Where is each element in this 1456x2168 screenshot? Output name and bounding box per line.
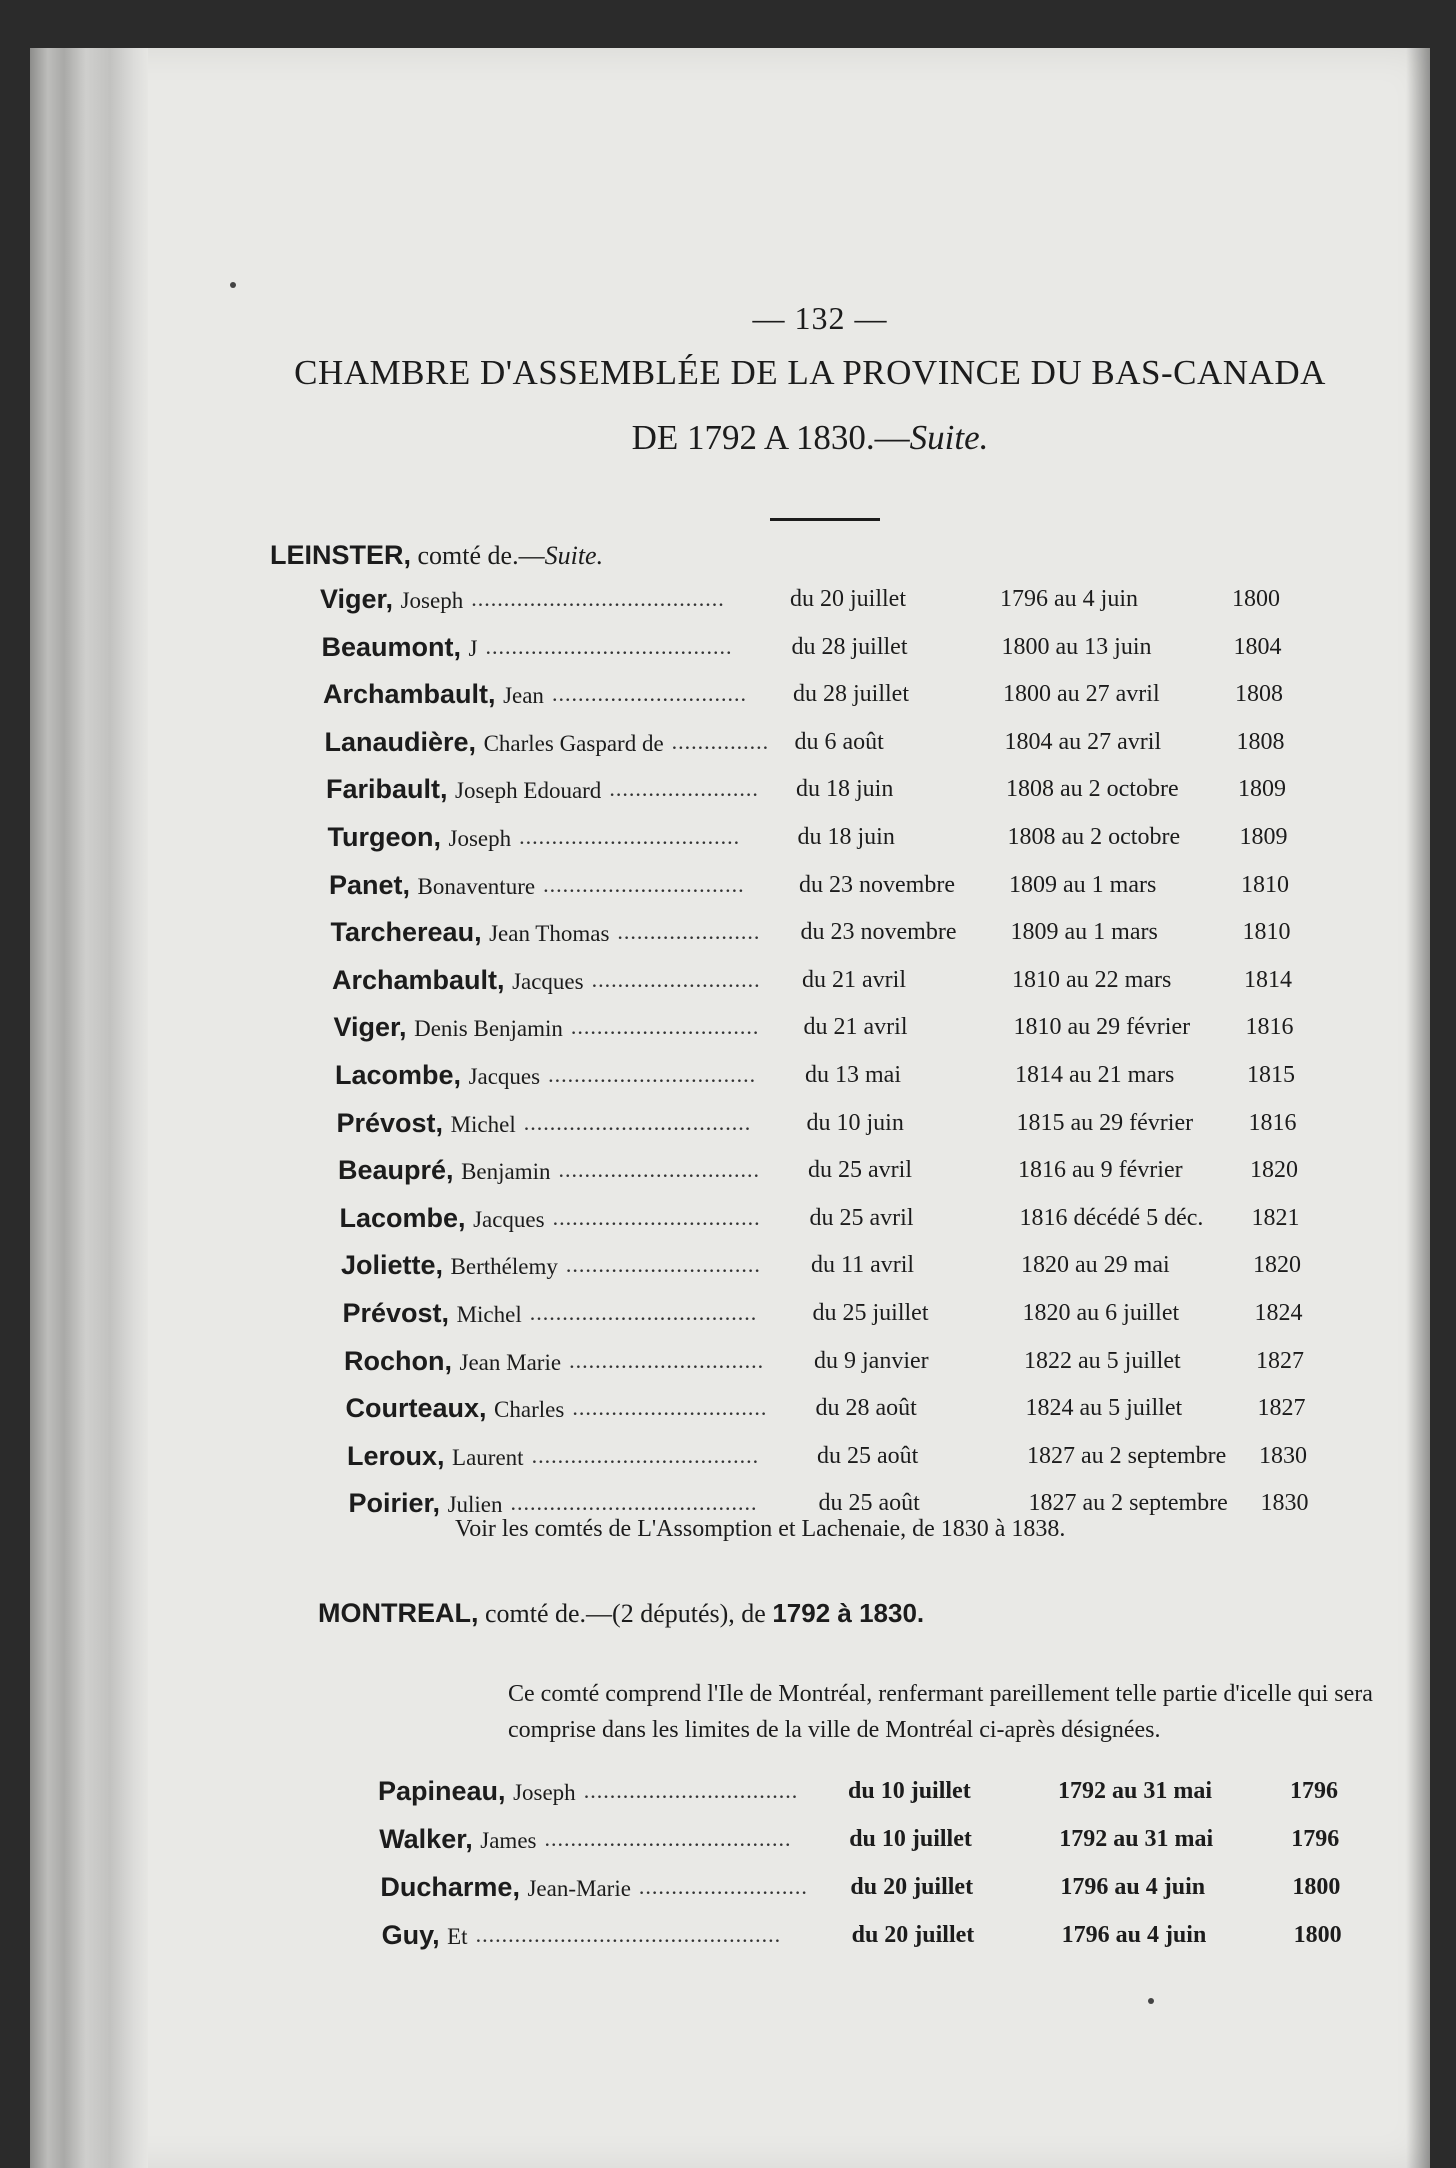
term-end-year: 1820 [1253, 1252, 1301, 1279]
member-surname: Guy, [381, 1920, 440, 1950]
member-given-name: Michel [456, 1302, 522, 1327]
dot-leader: .......................... [591, 966, 761, 992]
member-row [334, 1012, 1334, 1058]
term-span: 1796 au 4 juin [1060, 1874, 1206, 1900]
term-end-year: 1800 [1293, 1922, 1342, 1948]
member-row [380, 1872, 1380, 1918]
member-given-name: Charles Gaspard de [483, 730, 664, 756]
member-surname: Poirier, [348, 1488, 441, 1519]
term-end-year: 1808 [1235, 681, 1283, 708]
dot-leader: ................................. [583, 1778, 799, 1803]
member-row [382, 1920, 1382, 1966]
member-given-name: Jacques [512, 968, 584, 994]
term-span: 1809 au 1 mars [1010, 919, 1158, 946]
member-name [378, 1776, 576, 1807]
dot-leader: ................................... [529, 1300, 758, 1325]
member-name [325, 727, 664, 758]
term-end-year: 1809 [1238, 776, 1286, 803]
member-given-name: Jacques [473, 1206, 545, 1232]
montreal-label: comté de.—(2 députés), de [484, 1599, 773, 1628]
term-start-date: du 25 août [818, 1490, 920, 1517]
term-start-date: du 28 juillet [791, 633, 908, 660]
term-end-year: 1814 [1244, 966, 1292, 993]
member-row [347, 1441, 1347, 1487]
term-span: 1822 au 5 juillet [1024, 1347, 1181, 1374]
term-span: 1796 au 4 juin [1061, 1922, 1207, 1948]
member-surname: Tarchereau, [330, 917, 482, 948]
term-start-date: du 20 juillet [851, 1922, 975, 1948]
term-start-date: du 10 juillet [848, 1778, 971, 1804]
term-start-date: du 25 août [817, 1442, 919, 1469]
print-speck [230, 282, 236, 288]
member-surname: Joliette, [341, 1250, 444, 1281]
dot-leader: ................................... [523, 1109, 752, 1135]
member-row [344, 1346, 1344, 1392]
member-surname: Panet, [329, 869, 411, 900]
dot-leader: .............................. [569, 1347, 765, 1373]
term-start-date: du 11 avril [811, 1252, 915, 1279]
term-start-date: du 21 avril [803, 1014, 908, 1041]
term-span: 1792 au 31 mai [1058, 1778, 1213, 1804]
member-name [332, 965, 584, 996]
member-row [322, 632, 1322, 678]
member-surname: Prévost, [342, 1298, 450, 1328]
term-end-year: 1815 [1247, 1062, 1295, 1088]
member-row [331, 917, 1331, 963]
member-name [337, 1108, 516, 1139]
member-name [347, 1441, 524, 1472]
term-start-date: du 13 mai [805, 1062, 901, 1088]
leinster-label: comté de.— [417, 541, 545, 570]
member-given-name: Jacques [468, 1064, 541, 1089]
term-start-date: du 10 juin [806, 1109, 904, 1136]
member-row [323, 679, 1323, 725]
title-suite: Suite. [909, 418, 989, 457]
member-surname: Rochon, [344, 1345, 452, 1376]
term-span: 1814 au 21 mars [1015, 1062, 1175, 1088]
member-given-name: James [480, 1828, 537, 1853]
member-given-name: Julien [447, 1492, 503, 1518]
montreal-description: Ce comté comprend l'Ile de Montréal, renfermant pareillement telle partie d'icelle qui sera comprise dans les limites de la ville de Montréal ci-après désignées. [508, 1681, 1373, 1743]
page-stack-edge [30, 48, 148, 2168]
dot-leader: ...................................... [510, 1490, 758, 1516]
dot-leader: .............................. [551, 681, 747, 707]
member-given-name: Charles [494, 1397, 565, 1423]
member-surname: Archambault, [332, 964, 505, 995]
member-row [329, 870, 1329, 916]
term-end-year: 1827 [1256, 1347, 1304, 1374]
member-surname: Archambault, [323, 679, 496, 710]
gutter-shadow [1406, 48, 1430, 2168]
term-end-year: 1800 [1292, 1874, 1341, 1900]
member-name [380, 1872, 631, 1903]
member-row [335, 1060, 1335, 1106]
member-surname: Papineau, [378, 1776, 506, 1806]
dot-leader: ................................ [552, 1204, 761, 1230]
member-surname: Lacombe, [339, 1202, 466, 1233]
member-name [349, 1488, 503, 1519]
member-surname: Viger, [320, 584, 394, 614]
member-row [326, 774, 1326, 820]
term-end-year: 1809 [1239, 824, 1288, 850]
member-name [341, 1250, 558, 1281]
member-given-name: Benjamin [461, 1159, 551, 1185]
member-row [332, 965, 1332, 1011]
term-span: 1816 décédé 5 déc. [1019, 1204, 1204, 1231]
member-row [325, 727, 1325, 773]
member-name [320, 584, 463, 615]
member-row [328, 822, 1328, 868]
dot-leader: ................................ [548, 1062, 757, 1087]
dot-leader: ....................... [609, 776, 759, 802]
dot-leader: ............... [671, 728, 770, 754]
term-span: 1809 au 1 mars [1009, 871, 1157, 898]
term-span: 1827 au 2 septembre [1028, 1490, 1228, 1517]
term-end-year: 1796 [1290, 1778, 1338, 1804]
dot-leader: .......................... [638, 1874, 808, 1899]
member-given-name: Joseph [448, 826, 512, 851]
member-surname: Lacombe, [335, 1060, 462, 1090]
print-speck [1148, 1998, 1154, 2004]
member-name [346, 1393, 565, 1424]
term-span: 1827 au 2 septembre [1027, 1442, 1227, 1469]
leinster-heading [270, 540, 603, 571]
member-surname: Ducharme, [380, 1872, 520, 1902]
dot-leader: .............................. [565, 1252, 761, 1278]
member-row [338, 1155, 1338, 1201]
term-end-year: 1810 [1241, 871, 1289, 898]
member-surname: Prévost, [336, 1107, 444, 1138]
term-start-date: du 18 juin [797, 824, 895, 850]
dot-leader: ............................... [543, 871, 745, 897]
montreal-years: 1792 à 1830. [772, 1598, 925, 1628]
member-name [340, 1203, 545, 1234]
term-span: 1810 au 22 mars [1012, 966, 1172, 993]
term-end-year: 1810 [1242, 919, 1291, 946]
member-row [379, 1824, 1379, 1870]
member-given-name: Laurent [452, 1444, 524, 1470]
member-surname: Beaumont, [321, 631, 462, 662]
term-start-date: du 25 juillet [812, 1300, 929, 1326]
term-end-year: 1796 [1291, 1826, 1340, 1852]
dot-leader: ....................................... [471, 586, 725, 611]
term-start-date: du 28 août [815, 1395, 917, 1422]
member-row [378, 1776, 1378, 1822]
term-start-date: du 23 novembre [800, 919, 957, 946]
dot-leader: .............................. [572, 1395, 768, 1421]
member-surname: Leroux, [347, 1440, 445, 1471]
member-given-name: Jean Marie [459, 1349, 562, 1375]
term-span: 1810 au 29 février [1013, 1014, 1191, 1041]
member-surname: Lanaudière, [324, 726, 477, 757]
member-name [335, 1060, 540, 1091]
member-given-name: Jean [503, 683, 544, 709]
term-start-date: du 21 avril [802, 966, 906, 993]
page-number: — 132 — [752, 300, 888, 336]
page-title-line-2 [230, 418, 1390, 458]
leinster-county-name: LEINSTER, [270, 540, 412, 570]
term-span: 1796 au 4 juin [1000, 586, 1138, 612]
term-span: 1808 au 2 octobre [1006, 776, 1179, 803]
member-name [334, 1012, 563, 1043]
book-page [30, 48, 1430, 2168]
member-name [329, 870, 535, 901]
dot-leader: ...................................... [544, 1826, 792, 1851]
term-start-date: du 9 janvier [814, 1347, 929, 1374]
term-span: 1820 au 6 juillet [1022, 1300, 1180, 1326]
term-end-year: 1804 [1233, 633, 1282, 660]
term-span: 1824 au 5 juillet [1025, 1395, 1183, 1422]
term-start-date: du 18 juin [796, 776, 894, 803]
member-name [328, 822, 512, 853]
term-end-year: 1830 [1259, 1442, 1307, 1469]
term-end-year: 1824 [1254, 1300, 1303, 1326]
member-surname: Faribault, [326, 774, 448, 805]
term-start-date: du 20 juillet [790, 586, 906, 612]
term-span: 1792 au 31 mai [1059, 1826, 1214, 1852]
member-given-name: Joseph Edouard [455, 778, 602, 804]
member-name [331, 917, 610, 948]
member-given-name: Jean Thomas [489, 921, 610, 947]
member-given-name: Berthélemy [450, 1254, 558, 1280]
member-name [344, 1346, 561, 1377]
member-given-name: Et [447, 1924, 468, 1949]
page-title-line-1: CHAMBRE D'ASSEMBLÉE DE LA PROVINCE DU BAS-CANADA [294, 353, 1326, 392]
term-start-date: du 20 juillet [850, 1874, 974, 1900]
dot-leader: ...................... [617, 919, 761, 945]
member-name [326, 774, 601, 805]
member-row [343, 1298, 1343, 1344]
dot-leader: .................................. [519, 824, 741, 849]
member-name [382, 1920, 468, 1951]
term-end-year: 1816 [1248, 1109, 1297, 1136]
member-surname: Viger, [333, 1012, 407, 1043]
member-row [340, 1203, 1340, 1249]
term-end-year: 1830 [1260, 1490, 1309, 1517]
term-span: 1800 au 27 avril [1003, 681, 1160, 708]
member-surname: Beaupré, [338, 1155, 454, 1186]
term-span: 1820 au 29 mai [1021, 1252, 1170, 1279]
term-span: 1816 au 9 février [1018, 1157, 1183, 1184]
member-given-name: Joseph [513, 1780, 576, 1805]
member-row [320, 584, 1320, 630]
term-end-year: 1816 [1245, 1014, 1294, 1041]
title-years: DE 1792 A 1830.— [631, 418, 910, 457]
dot-leader: ............................... [558, 1157, 760, 1183]
term-end-year: 1808 [1236, 728, 1285, 755]
dot-leader: ............................. [570, 1014, 760, 1040]
title-divider [770, 518, 880, 521]
member-row [337, 1108, 1337, 1154]
member-name [343, 1298, 522, 1329]
member-row [346, 1393, 1346, 1439]
term-start-date: du 28 juillet [793, 681, 909, 708]
term-start-date: du 6 août [794, 728, 884, 755]
member-name [338, 1155, 551, 1186]
leinster-note: Voir les comtés de L'Assomption et Lachenaie, de 1830 à 1838. [455, 1516, 1066, 1542]
member-name [379, 1824, 536, 1855]
term-span: 1808 au 2 octobre [1007, 824, 1181, 850]
term-span: 1800 au 13 juin [1001, 633, 1152, 660]
dot-leader: ............................................... [475, 1922, 782, 1947]
member-given-name: Jean-Marie [527, 1876, 631, 1901]
member-given-name: Michel [450, 1111, 516, 1137]
leinster-suite: Suite. [544, 541, 604, 570]
member-surname: Courteaux, [345, 1393, 487, 1424]
term-span: 1804 au 27 avril [1004, 728, 1162, 755]
term-end-year: 1820 [1250, 1157, 1298, 1184]
montreal-county-name: MONTREAL, [318, 1598, 479, 1628]
member-name [323, 679, 544, 710]
member-given-name: Joseph [400, 588, 464, 613]
term-end-year: 1827 [1257, 1395, 1306, 1422]
montreal-heading [318, 1598, 924, 1629]
dot-leader: ...................................... [485, 633, 733, 659]
term-start-date: du 10 juillet [849, 1826, 972, 1852]
term-start-date: du 25 avril [808, 1157, 912, 1184]
member-given-name: J [468, 635, 478, 661]
term-end-year: 1800 [1232, 586, 1280, 612]
term-start-date: du 25 avril [809, 1204, 914, 1231]
member-surname: Walker, [379, 1824, 473, 1854]
member-given-name: Bonaventure [417, 873, 536, 899]
member-name [322, 632, 478, 663]
dot-leader: ................................... [531, 1442, 760, 1468]
term-start-date: du 23 novembre [799, 871, 955, 898]
term-span: 1815 au 29 février [1016, 1109, 1194, 1136]
member-given-name: Denis Benjamin [414, 1016, 563, 1042]
term-end-year: 1821 [1251, 1204, 1300, 1231]
member-surname: Turgeon, [327, 822, 441, 852]
member-row [341, 1250, 1341, 1296]
